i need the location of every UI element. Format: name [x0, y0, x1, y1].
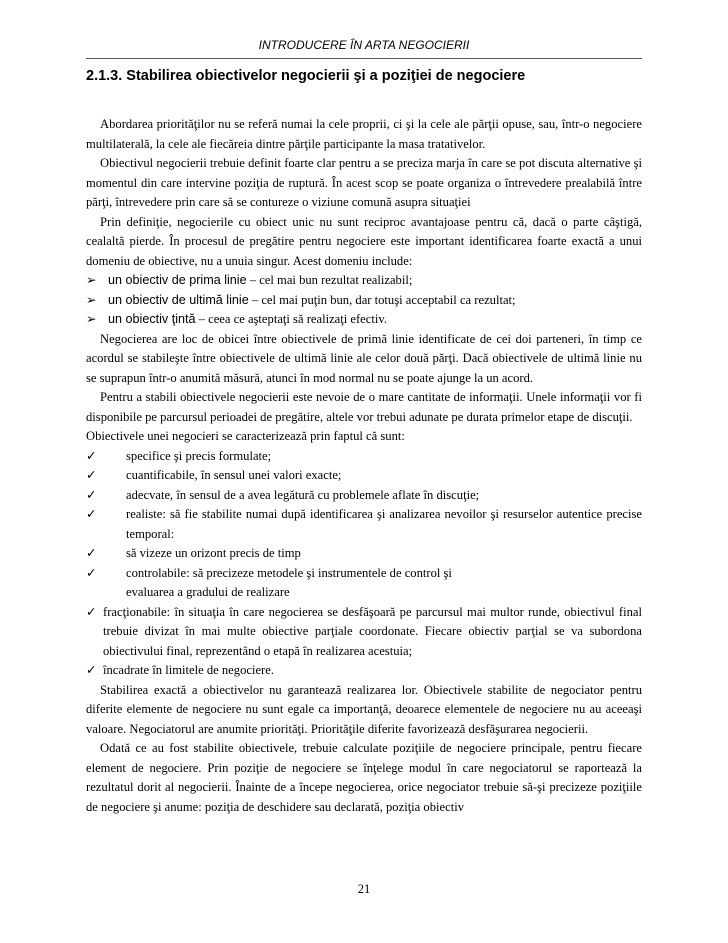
- list-item-text: cuantificabile, în sensul unei valori exacte;: [126, 468, 342, 482]
- paragraph: Obiectivul negocierii trebuie definit foarte clar pentru a se preciza marja în care se pot discuta alternative şi momentul din care intervine poziţia de ruptură. În acest scop se poate organiza o întrevedere prealabilă între părţi, întrevedere prin care să se contureze o viziune comună asupra situaţiei: [86, 156, 642, 209]
- list-item-text: adecvate, în sensul de a avea legătură cu problemele aflate în discuţie;: [126, 487, 480, 502]
- list-item: [86, 544, 642, 564]
- list-item-text: specifice şi precis formulate;: [126, 448, 272, 463]
- list-item: [86, 271, 642, 291]
- checkmark-icon: ✓: [86, 663, 97, 677]
- list-item: [86, 505, 642, 544]
- section-title: 2.1.3. Stabilirea obiectivelor negocierii şi a poziţiei de negociere: [86, 68, 526, 84]
- paragraph: Pentru a stabili obiectivele negocierii este nevoie de o mare cantitate de informaţii. Unele informaţii vor fi disponibile pe parcursul perioadei de pregătire, altele vor trebui adunate pe durata primelor etape de discuţii.: [86, 390, 642, 424]
- list-item: [86, 466, 642, 486]
- objective-domain-list: [86, 271, 642, 330]
- list-item-term: un obiectiv de ultimă linie: [108, 292, 249, 307]
- checkmark-icon: ✓: [86, 546, 97, 560]
- list-item-term: un obiectiv ţintă: [108, 312, 196, 326]
- running-header: INTRODUCERE ÎN ARTA NEGOCIERII: [258, 38, 470, 52]
- paragraph: Negocierea are loc de obicei între obiectivele de primă linie identificate de cei doi parteneri, în timp ce acordul se stabileşte între obiectivele de ultimă linie ale celor două părţi. Dacă obiectivele de ultimă linie nu se suprapun într-o anumită măsură, atunci în mod normal nu se poate ajunge la un acord.: [86, 331, 642, 385]
- list-item-term: un obiectiv de prima linie: [108, 273, 247, 287]
- list-item: [86, 603, 642, 662]
- page-number: 21: [357, 882, 371, 896]
- list-item-text: să vizeze un orizont precis de timp: [126, 546, 301, 560]
- checkmark-icon: ✓: [86, 604, 97, 619]
- paragraph: Prin definiţie, negocierile cu obiect unic nu sunt reciproc avantajoase pentru că, dacă o parte câştigă, cealaltă pierde. În procesul de pregătire pentru negociere este important identificarea foarte exactă a unui domeniu de obiective, nu a unuia singur. Acest domeniu include:: [86, 214, 642, 268]
- characteristics-list: [86, 447, 642, 681]
- arrow-bullet-icon: ➢: [86, 292, 97, 307]
- paragraph: Obiectivele unei negocieri se caracterizează prin faptul că sunt:: [86, 429, 405, 443]
- list-item: [86, 291, 642, 311]
- list-item-desc: – cel mai bun rezultat realizabil;: [246, 273, 413, 287]
- checkmark-icon: ✓: [86, 487, 97, 502]
- paragraph: Stabilirea exactă a obiectivelor nu garantează realizarea lor. Obiectivele stabilite de negociator pentru diferite elemente de negociere nu sunt egale ca importanţă, deoarece elementele de negociere nu au aceeaşi valoare. Negociatorul are anumite priorităţi. Priorităţile diferite favorizează desfăşurarea negocierii.: [86, 682, 642, 736]
- list-item-text: fracţionabile: în situaţia în care negocierea se desfăşoară pe parcursul mai multor runde, obiectivul final trebuie divizat în mai multe obiective parţiale coordonate. Fiecare obiectiv parţial se va subordona obiectivului final, reprezentând o etapă în realizarea acestuia;: [103, 604, 642, 658]
- list-item-continuation: evaluarea a gradului de realizare: [126, 585, 290, 599]
- header-rule: [86, 58, 642, 59]
- checkmark-icon: ✓: [86, 565, 97, 580]
- list-item-desc: – cel mai puţin bun, dar totuşi acceptabil ca rezultat;: [248, 292, 516, 307]
- arrow-bullet-icon: ➢: [86, 312, 97, 326]
- list-item: [86, 310, 642, 330]
- checkmark-icon: ✓: [86, 448, 97, 463]
- list-item: [86, 447, 642, 467]
- checkmark-icon: ✓: [86, 468, 97, 482]
- list-item: [86, 486, 642, 506]
- arrow-bullet-icon: ➢: [86, 273, 97, 287]
- list-item: [86, 661, 642, 681]
- list-item-text: realiste: să fie stabilite numai după identificarea şi analizarea nevoilor şi resurselor autentice precise temporal:: [126, 507, 642, 541]
- checkmark-icon: ✓: [86, 507, 97, 521]
- paragraph: Odată ce au fost stabilite obiectivele, trebuie calculate poziţiile de negociere principale, pentru fiecare element de negociere. Prin poziţie de negociere se înţelege modul în care negociatorul se raportează la rezultatul dorit al negocierii. Înainte de a începe negocierea, orice negociator trebuie să-şi precizeze poziţiile de negociere şi anume: poziţia de deschidere sau declarată, poziţia obiectiv: [86, 741, 642, 814]
- list-item-text: controlabile: să precizeze metodele şi instrumentele de control şi: [126, 565, 452, 580]
- list-item: [86, 564, 642, 603]
- body-text: [86, 115, 642, 817]
- list-item-text: încadrate în limitele de negociere.: [103, 663, 274, 677]
- paragraph: Abordarea priorităţilor nu se referă numai la cele proprii, ci şi la cele ale părţii opuse, sau, într-o negociere multilaterală, la cele ale fiecăreia dintre părţile participante la masa tratativelor.: [86, 117, 642, 151]
- list-item-desc: – ceea ce aşteptaţi să realizaţi efectiv.: [195, 312, 387, 326]
